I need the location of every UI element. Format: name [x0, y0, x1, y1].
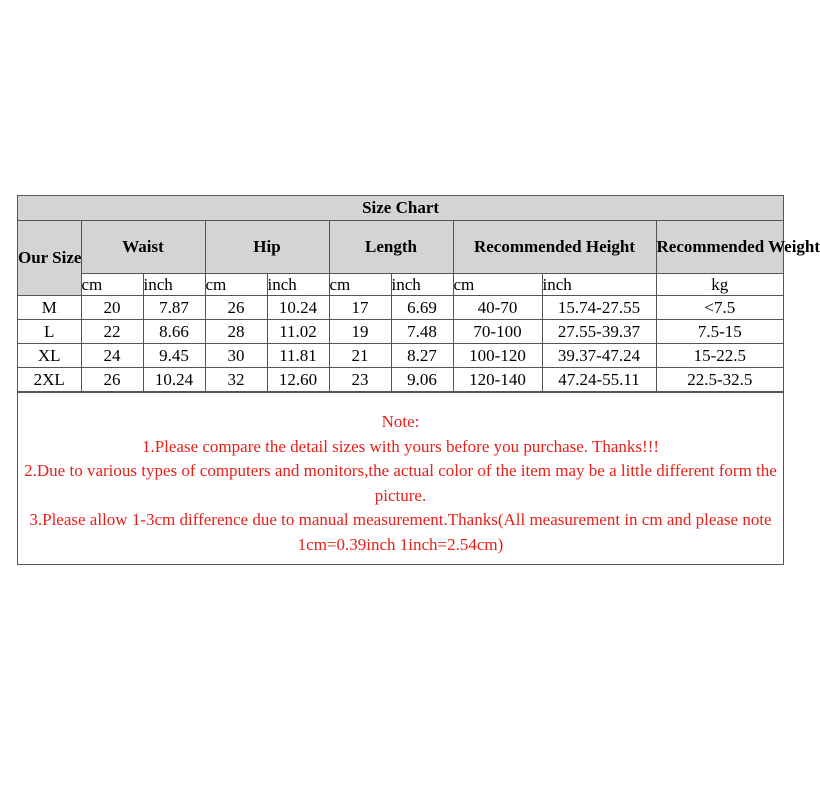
header-recommended-height: Recommended Height: [453, 221, 656, 274]
unit-length-cm: cm: [329, 274, 391, 296]
cell-hip-inch: 11.81: [267, 344, 329, 368]
cell-weight-kg: <7.5: [656, 296, 783, 320]
cell-hip-cm: 28: [205, 320, 267, 344]
cell-weight-kg: 7.5-15: [656, 320, 783, 344]
unit-length-inch: inch: [391, 274, 453, 296]
cell-waist-inch: 10.24: [143, 368, 205, 392]
cell-height-inch: 15.74-27.55: [542, 296, 656, 320]
cell-height-inch: 39.37-47.24: [542, 344, 656, 368]
cell-waist-cm: 20: [81, 296, 143, 320]
header-hip: Hip: [205, 221, 329, 274]
cell-length-inch: 7.48: [391, 320, 453, 344]
cell-length-inch: 8.27: [391, 344, 453, 368]
note-line-3: 3.Please allow 1-3cm difference due to manual measurement.Thanks(All measurement in cm and please note 1cm=0.39inch 1inch=2.54cm): [29, 510, 772, 554]
cell-height-cm: 120-140: [453, 368, 542, 392]
table-row: [18, 368, 783, 392]
unit-waist-cm: cm: [81, 274, 143, 296]
table-row: [18, 296, 783, 320]
header-row: [18, 221, 783, 274]
unit-height-cm: cm: [453, 274, 542, 296]
size-table-body: [18, 196, 820, 392]
title-row: [18, 196, 783, 221]
cell-size: L: [18, 320, 81, 344]
unit-waist-inch: inch: [143, 274, 205, 296]
cell-waist-cm: 22: [81, 320, 143, 344]
cell-length-cm: 19: [329, 320, 391, 344]
header-length: Length: [329, 221, 453, 274]
notes-section: [18, 392, 783, 564]
unit-hip-cm: cm: [205, 274, 267, 296]
unit-hip-inch: inch: [267, 274, 329, 296]
note-line-1: 1.Please compare the detail sizes with yours before you purchase. Thanks!!!: [141, 436, 660, 456]
cell-weight-kg: 15-22.5: [656, 344, 783, 368]
table-row: [18, 320, 783, 344]
size-chart: [17, 195, 820, 565]
cell-size: XL: [18, 344, 81, 368]
cell-waist-inch: 7.87: [143, 296, 205, 320]
size-table: [18, 196, 820, 392]
cell-waist-inch: 9.45: [143, 344, 205, 368]
cell-height-cm: 40-70: [453, 296, 542, 320]
cell-hip-inch: 12.60: [267, 368, 329, 392]
cell-length-cm: 17: [329, 296, 391, 320]
cell-length-cm: 23: [329, 368, 391, 392]
cell-hip-cm: 32: [205, 368, 267, 392]
cell-length-cm: 21: [329, 344, 391, 368]
cell-height-cm: 70-100: [453, 320, 542, 344]
cell-size: M: [18, 296, 81, 320]
note-line-2: 2.Due to various types of computers and monitors,the actual color of the item may be a little different form the picture.: [24, 461, 777, 505]
unit-row: [18, 274, 783, 296]
cell-size: 2XL: [18, 368, 81, 392]
cell-length-inch: 6.69: [391, 296, 453, 320]
note-heading: Note:: [381, 412, 420, 431]
header-recommended-weight: Recommended Weight: [656, 221, 783, 274]
header-our-size: Our Size: [18, 221, 81, 296]
cell-hip-inch: 10.24: [267, 296, 329, 320]
cell-hip-inch: 11.02: [267, 320, 329, 344]
cell-weight-kg: 22.5-32.5: [656, 368, 783, 392]
chart-title: Size Chart: [18, 196, 783, 221]
cell-waist-cm: 24: [81, 344, 143, 368]
cell-height-inch: 27.55-39.37: [542, 320, 656, 344]
unit-weight-kg: kg: [656, 274, 783, 296]
cell-hip-cm: 30: [205, 344, 267, 368]
cell-hip-cm: 26: [205, 296, 267, 320]
cell-waist-cm: 26: [81, 368, 143, 392]
unit-height-inch: inch: [542, 274, 656, 296]
cell-length-inch: 9.06: [391, 368, 453, 392]
header-waist: Waist: [81, 221, 205, 274]
cell-height-cm: 100-120: [453, 344, 542, 368]
cell-waist-inch: 8.66: [143, 320, 205, 344]
table-row: [18, 344, 783, 368]
cell-height-inch: 47.24-55.11: [542, 368, 656, 392]
